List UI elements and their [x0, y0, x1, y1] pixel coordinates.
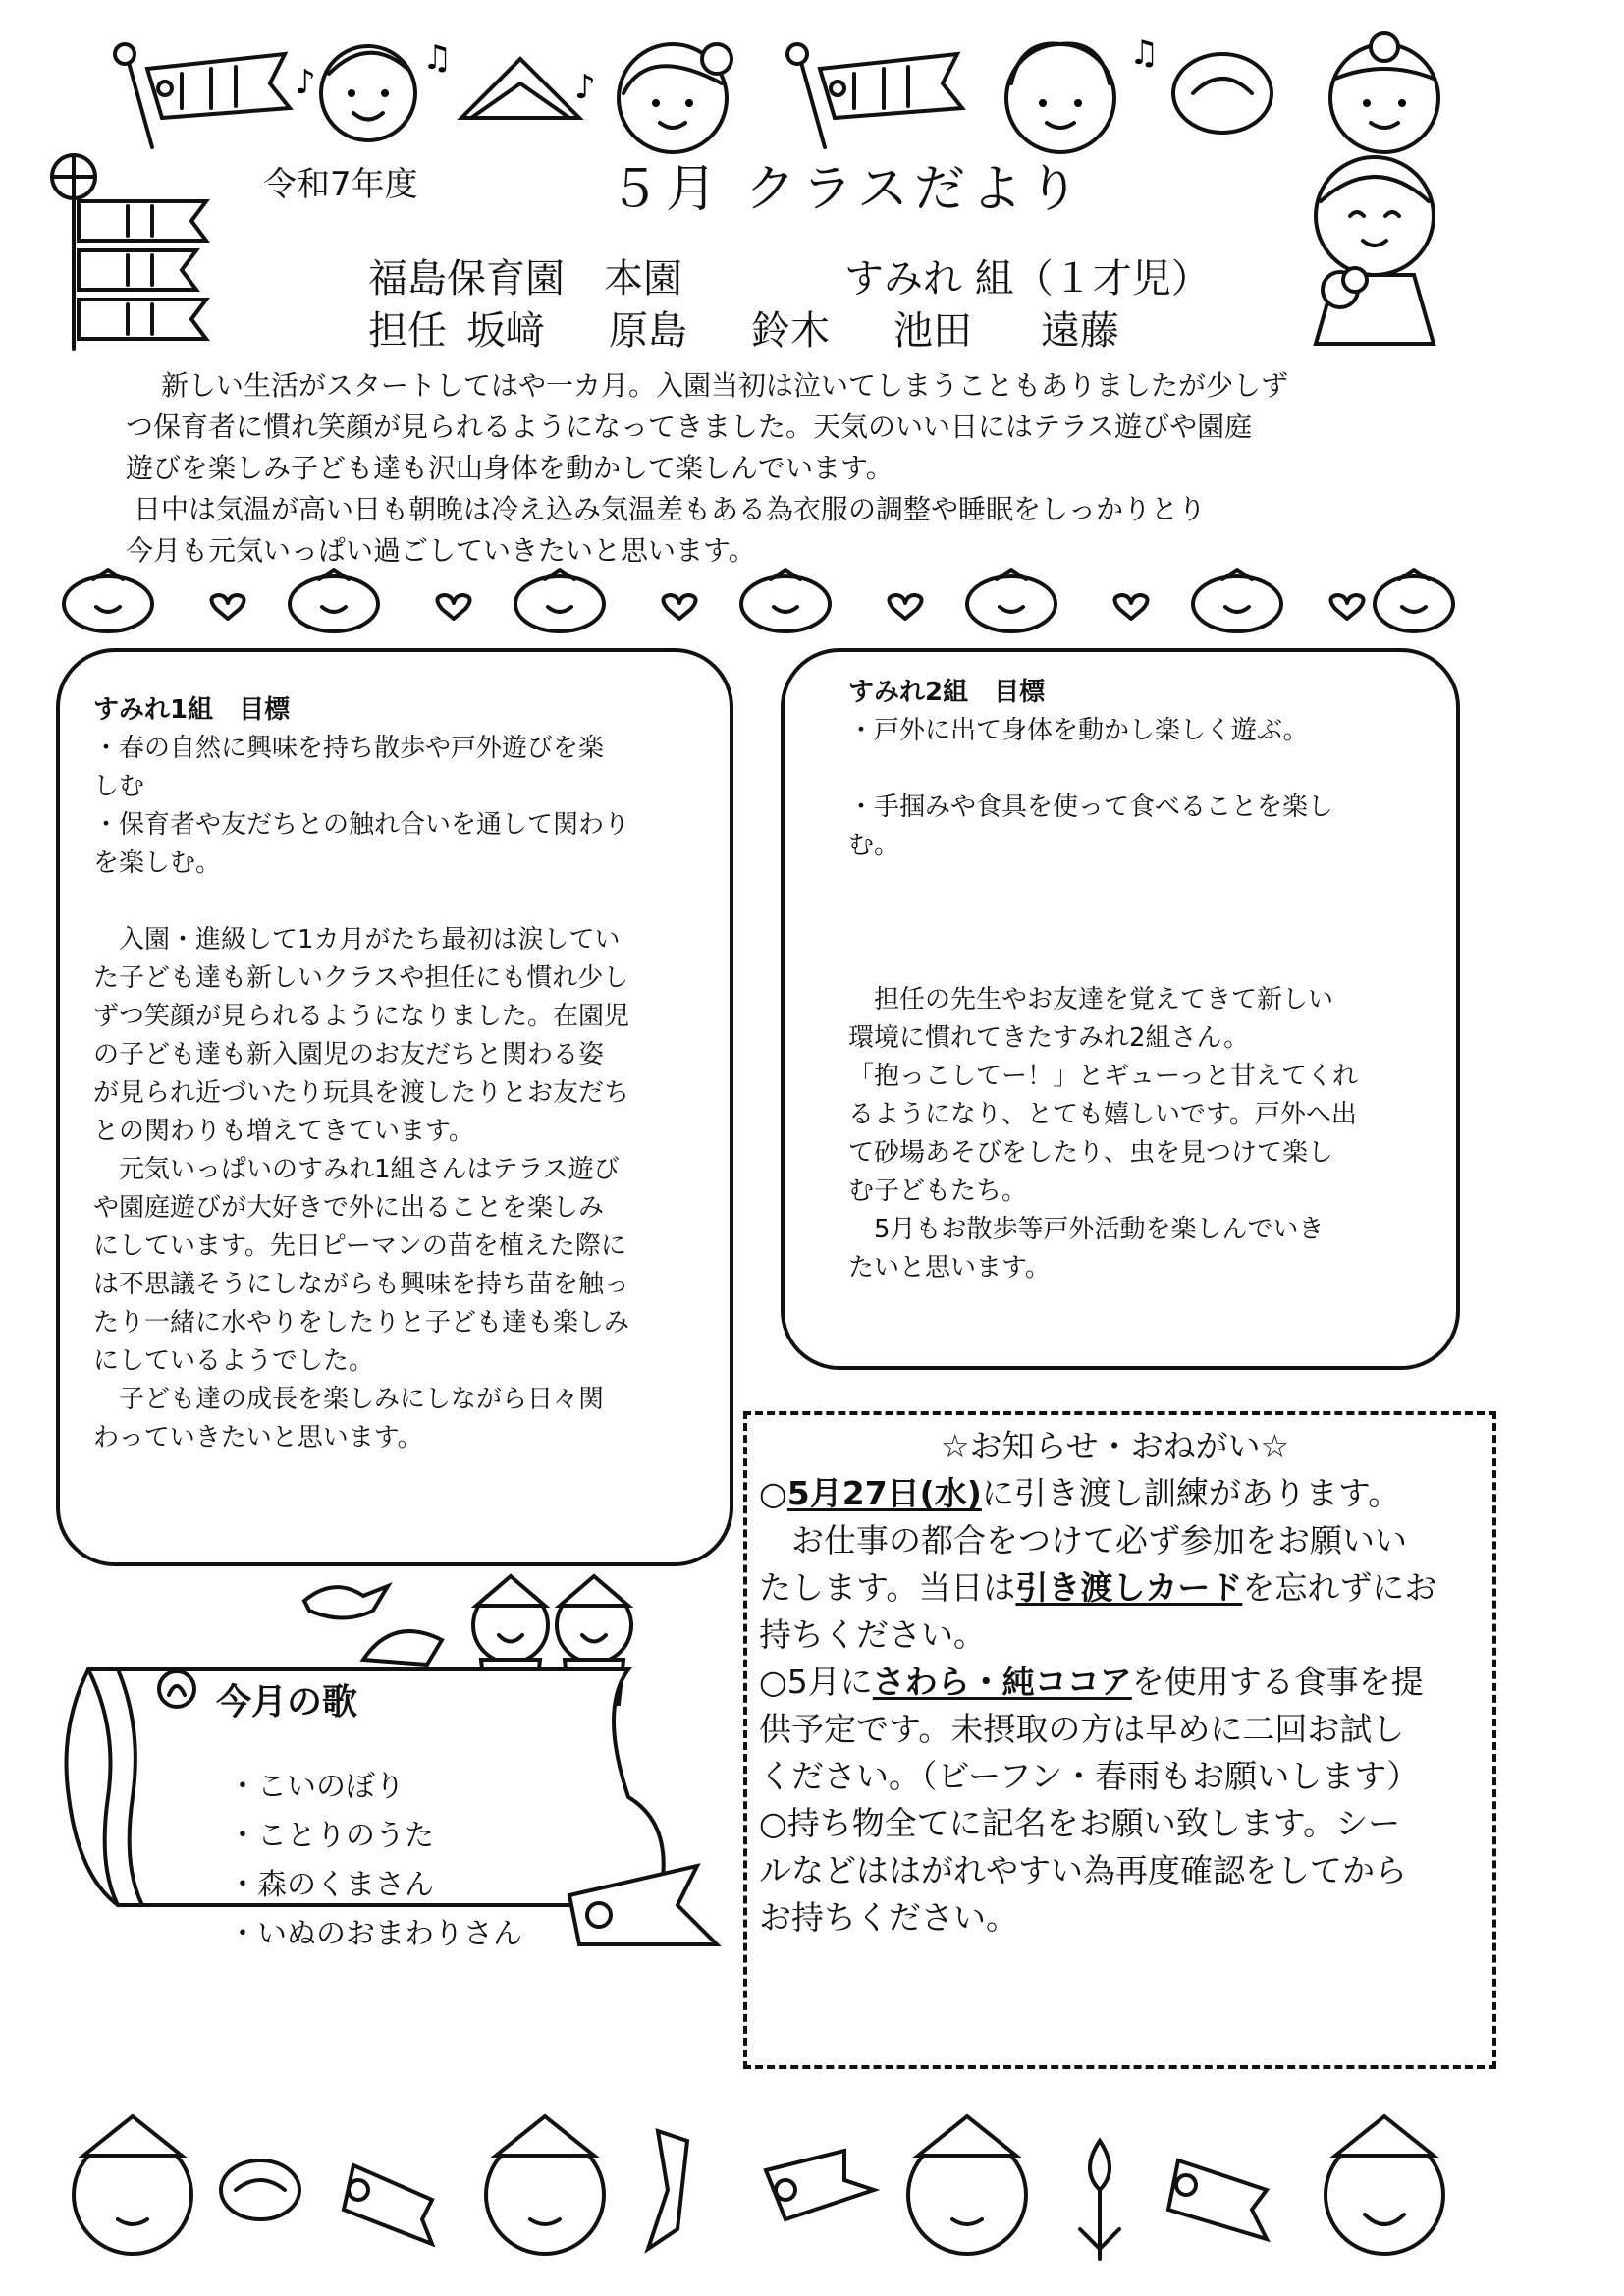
kabuto-helmet-icon	[461, 59, 579, 118]
intro-line: 今月も元気いっぱい過ごしていきたいと思います。	[126, 534, 756, 567]
koinobori-icon	[344, 2165, 432, 2244]
class2-goals	[848, 674, 1333, 865]
strawberry-icon	[967, 570, 1056, 631]
iris-flower-icon	[1080, 2141, 1119, 2259]
drill-date: 5月27日(水)	[786, 1474, 982, 1512]
class1-line: や園庭遊びが大好きで外に出ることを楽しみ	[93, 1193, 605, 1223]
notice-line	[759, 1564, 1436, 1612]
class-name: すみれ 組（１才児）	[844, 256, 1211, 301]
heart-icon	[1330, 595, 1363, 619]
fish-icon	[648, 2131, 687, 2249]
child-with-kabuto-icon	[486, 2116, 604, 2254]
class1-line: 元気いっぱいのすみれ1組さんはテラス遊び	[119, 1155, 620, 1184]
teacher-name: 坂﨑	[466, 308, 545, 354]
koinobori-icon	[766, 2151, 874, 2219]
pickup-card-label: 引き渡しカード	[1015, 1568, 1243, 1607]
child-face-icon	[1330, 33, 1438, 152]
class1-box	[56, 648, 733, 1566]
teacher-name: 遠藤	[1041, 308, 1119, 354]
class1-line: を楽しむ。	[93, 848, 222, 878]
class2-body-line: む子どもたち。	[848, 1176, 1028, 1206]
teacher-name: 原島	[609, 308, 687, 354]
class2-body	[848, 981, 1358, 1287]
notice-bullet: ○	[759, 1474, 787, 1512]
strawberry-icon	[290, 570, 378, 631]
strawberry-icon	[64, 570, 152, 631]
heart-icon	[889, 595, 921, 619]
food-items-label: さわら・純ココア	[872, 1663, 1132, 1701]
child-face-icon	[1006, 44, 1114, 153]
koinobori-icon	[787, 44, 962, 147]
class1-line: にしているようでした。	[93, 1346, 375, 1376]
class2-body-line: 担任の先生やお友達を覚えてきて新しい	[874, 985, 1334, 1014]
kashiwa-mochi-icon	[1173, 54, 1272, 133]
strawberry-icon	[1375, 570, 1453, 631]
svg-text:♪: ♪	[295, 63, 316, 102]
notice-line: お仕事の都合をつけて必ず参加をお願いい	[791, 1521, 1407, 1559]
child-with-kabuto-icon	[908, 2116, 1026, 2254]
girl-with-flowers-illustration	[1276, 147, 1473, 344]
notice-line: 供予定です。未摂取の方は早めに二回お試し	[759, 1710, 1405, 1748]
bottom-decoration-illustration	[59, 2082, 1473, 2278]
koinobori-icon	[115, 44, 290, 147]
class1-line: ・春の自然に興味を持ち散歩や戸外遊びを楽	[93, 734, 605, 763]
music-note-icon	[1129, 33, 1159, 73]
heart-icon	[663, 595, 695, 619]
song-item: ・ことりのうた	[228, 1819, 434, 1853]
intro-line: 日中は気温が高い日も朝晩は冷え込み気温差もある為衣服の調整や睡眠をしっかりとり	[134, 493, 1207, 525]
class2-body-line: 環境に慣れてきたすみれ2組さん。	[848, 1023, 1250, 1053]
music-note-icon	[422, 38, 452, 78]
school-name: 福島保育園 本園	[368, 256, 682, 301]
strawberry-icon	[515, 570, 604, 631]
intro-line: 遊びを楽しみ子ども達も沢山身体を動かして楽しんでいます。	[126, 452, 893, 484]
intro-line: 新しい生活がスタートしてはや一カ月。入園当初は泣いてしまうこともありましたが少しず	[161, 369, 1289, 402]
class2-goal-line: ・手掴みや食具を使って食べることを楽し	[848, 793, 1334, 822]
class2-body-line: るようになり、とても嬉しいです。戸外へ出	[848, 1100, 1357, 1129]
class2-body-line: 「抱っこしてー！」とギューっと甘えてくれ	[848, 1062, 1358, 1091]
class1-line: た子ども達も新しいクラスや担任にも慣れ少し	[93, 963, 629, 993]
class1-line: たり一緒に水やりをしたりと子ども達も楽しみ	[93, 1308, 630, 1338]
koinobori-pole-illustration	[0, 137, 255, 354]
notice-text: に引き渡し訓練があります。	[981, 1474, 1401, 1512]
kashiwa-mochi-icon	[221, 2160, 299, 2219]
song-item: ・いぬのおまわりさん	[228, 1917, 522, 1951]
song-item: ・森のくまさん	[228, 1868, 434, 1902]
music-note-icon	[295, 63, 316, 102]
heart-icon	[437, 595, 469, 619]
class2-goal-line: ・戸外に出て身体を動かし楽しく遊ぶ。	[848, 716, 1309, 745]
svg-text:♫: ♫	[1129, 33, 1160, 73]
songs-title: 今月の歌	[216, 1682, 358, 1722]
class1-line: は不思議そうにしながらも興味を持ち苗を触っ	[93, 1270, 630, 1299]
intro-paragraph	[126, 365, 1402, 572]
class1-line: 子ども達の成長を楽しみにしながら日々関	[119, 1385, 605, 1414]
class1-line: ずつ笑顔が見られるようになりました。在園児	[93, 1002, 630, 1031]
notice-box	[743, 1411, 1496, 2069]
class1-line: にしています。先日ピーマンの苗を植えた際に	[93, 1231, 626, 1261]
notice-line: ください。（ビーフン・春雨もお願いします）	[759, 1757, 1420, 1795]
notice-text: ○5月に	[759, 1663, 873, 1701]
notice-text: を忘れずにお	[1242, 1568, 1437, 1607]
class1-line: 入園・進級して1カ月がたち最初は涙してい	[119, 925, 621, 955]
teachers-label: 担任	[368, 308, 447, 354]
class1-line: との関わりも増えてきています。	[93, 1117, 474, 1146]
mochi-icon	[363, 1631, 442, 1665]
notice-line	[759, 1470, 1436, 1517]
notice-text: を使用する食事を提	[1131, 1663, 1424, 1701]
strawberry-icon	[1193, 570, 1281, 631]
class1-line: しむ	[93, 772, 145, 801]
class2-box	[781, 648, 1460, 1370]
notice-title: ☆お知らせ・おねがい☆	[941, 1427, 1290, 1465]
class2-body-line: たいと思います。	[848, 1253, 1051, 1283]
class1-heading: すみれ1組 目標	[93, 695, 291, 725]
teacher-name: 鈴木	[751, 308, 830, 354]
child-face-icon	[321, 46, 415, 140]
class2-goal-line	[848, 750, 1333, 789]
notice-line: 持ちください。	[759, 1615, 986, 1654]
class1-content	[93, 691, 629, 1457]
teacher-name: 池田	[893, 308, 972, 354]
class2-body-line: 5月もお散歩等戸外活動を楽しんでいき	[874, 1215, 1325, 1244]
song-marker-icon	[159, 1671, 194, 1707]
notice-line	[759, 1659, 1436, 1706]
song-item: ・こいのぼり	[228, 1770, 405, 1804]
song-list	[228, 1763, 522, 1959]
bird-icon	[304, 1586, 388, 1618]
koinobori-icon	[1168, 2160, 1267, 2239]
notice-line: ルなどははがれやすい為再度確認をしてから	[759, 1851, 1407, 1889]
music-note-icon	[574, 68, 596, 107]
svg-text:♫: ♫	[422, 38, 453, 78]
child-with-kabuto-icon	[1326, 2116, 1443, 2254]
class1-line: ・保育者や友だちとの触れ合いを通して関わり	[93, 810, 630, 840]
class1-line: わっていきたいと思います。	[93, 1423, 423, 1452]
class1-line: の子ども達も新入園児のお友だちと関わる姿	[93, 1040, 605, 1069]
notice-line: ○持ち物全てに記名をお願い致します。シー	[759, 1804, 1401, 1842]
notice-line: お持ちください。	[759, 1898, 1018, 1937]
class1-line: が見られ近づいたり玩具を渡したりとお友だち	[93, 1078, 630, 1108]
svg-text:♪: ♪	[574, 68, 596, 107]
heart-icon	[211, 595, 244, 619]
strawberry-icon	[741, 570, 830, 631]
era-label: 令和7年度	[263, 165, 418, 204]
heart-icon	[1114, 595, 1147, 619]
strawberry-heart-divider	[59, 570, 1453, 638]
class2-heading: すみれ2組 目標	[848, 678, 1046, 707]
girl-face-icon	[619, 44, 731, 152]
intro-line: つ保育者に慣れ笑顔が見られるようになってきました。天気のいい日にはテラス遊びや園庭	[126, 410, 1253, 443]
child-with-kabuto-icon	[74, 2116, 191, 2254]
notice-content	[759, 1423, 1436, 1941]
class1-line	[93, 883, 629, 921]
class2-body-line: て砂場あそびをしたり、虫を見つけて楽し	[848, 1138, 1334, 1168]
class2-goal-line: む。	[848, 831, 900, 860]
notice-text: たします。当日は	[759, 1568, 1016, 1607]
page-title: ５月 クラスだより	[609, 160, 1085, 219]
